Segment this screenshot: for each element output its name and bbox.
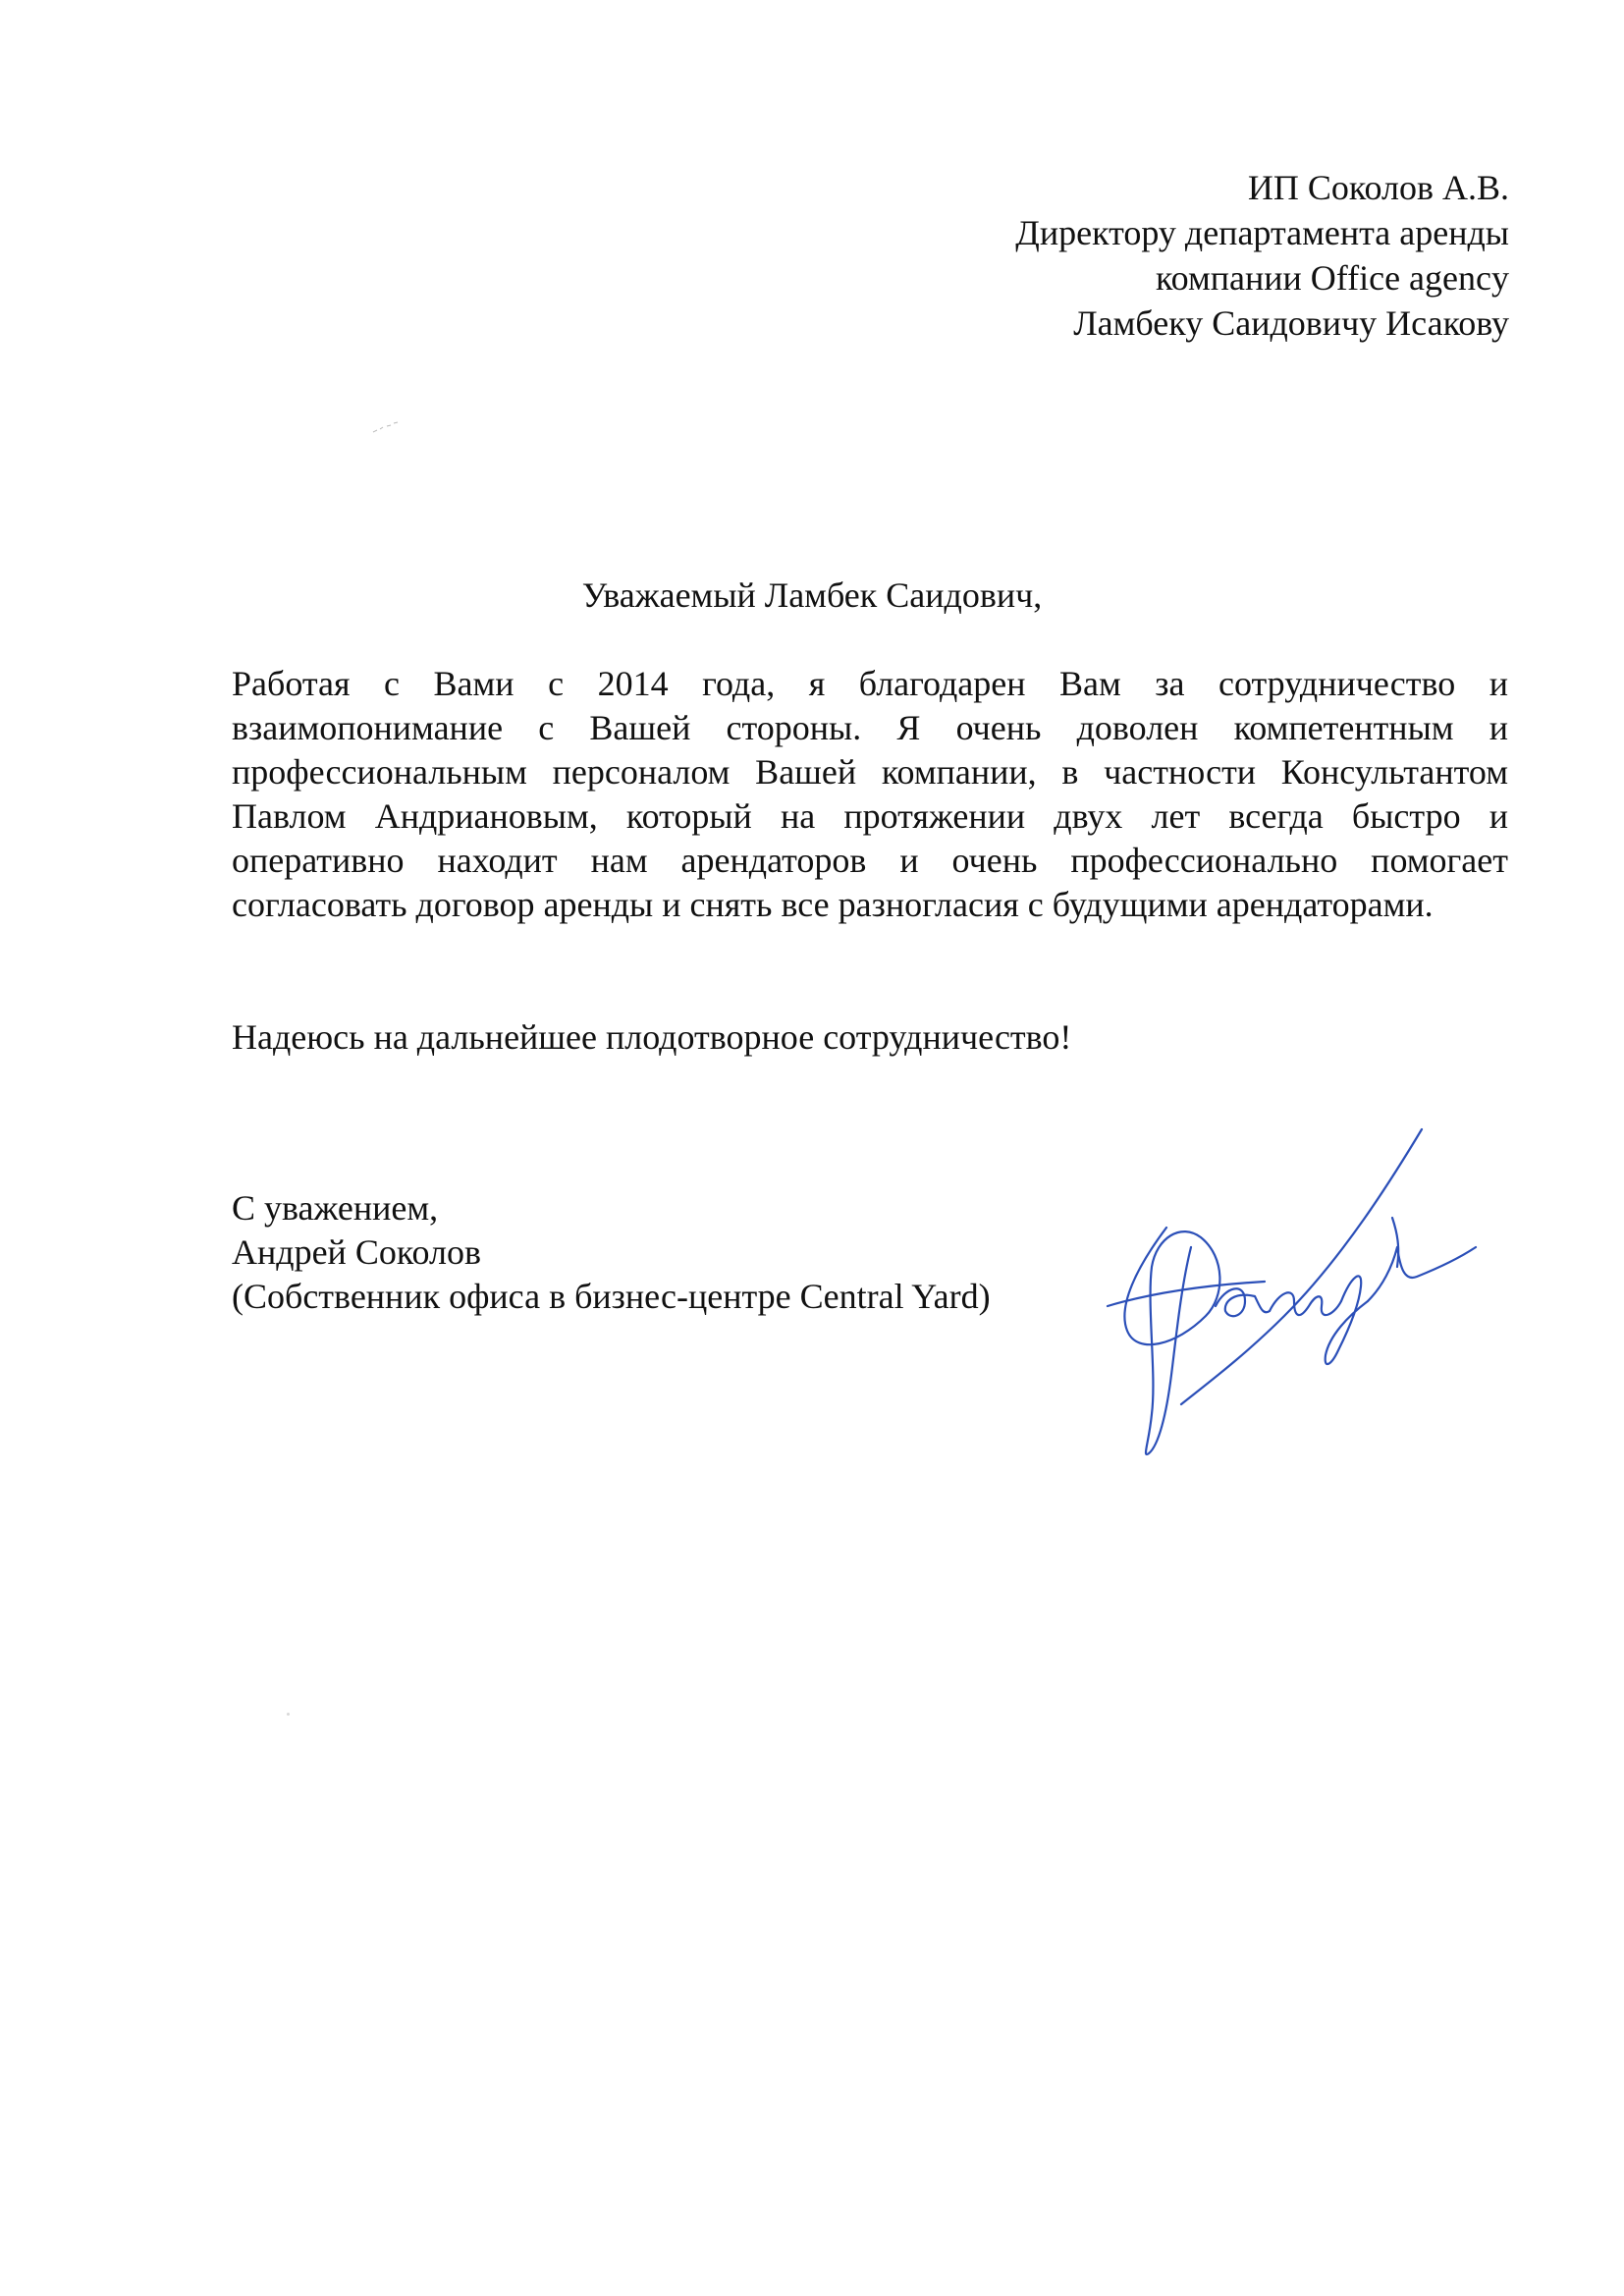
recipient-block bbox=[625, 165, 1509, 346]
recipient-line: ИП Соколов А.В. bbox=[1247, 168, 1509, 207]
sender-name: Андрей Соколов bbox=[232, 1232, 481, 1272]
signature-block bbox=[232, 1186, 991, 1319]
sender-role: (Собственник офиса в бизнес-центре Central Yard) bbox=[232, 1277, 991, 1316]
scan-artifact-icon bbox=[371, 420, 401, 434]
recipient-line: компании Office agency bbox=[1155, 258, 1509, 298]
scan-speck bbox=[287, 1713, 290, 1716]
regards-line: С уважением, bbox=[232, 1188, 439, 1228]
closing-line: Надеюсь на дальнейшее плодотворное сотрудничество! bbox=[232, 1017, 1072, 1057]
recipient-line: Ламбеку Саидовичу Исакову bbox=[1073, 303, 1509, 343]
recipient-line: Директору департамента аренды bbox=[1015, 213, 1509, 252]
handwritten-signature-icon bbox=[1098, 1120, 1490, 1473]
salutation: Уважаемый Ламбек Саидович, bbox=[581, 575, 1043, 615]
letter-body-paragraph: Работая с Вами с 2014 года, я благодарен Вам за сотрудничество и взаимопонимание с Вашей стороны. Я очень доволен компетентным и профессиональным персоналом Вашей компании, в частности Консультантом Павлом Андриановым, который на протяжении двух лет всегда быстро и оперативно находит нам арендаторов и очень профессионально помогает согласовать договор аренды и снять все разногласия с будущими арендаторами. bbox=[232, 664, 1508, 924]
